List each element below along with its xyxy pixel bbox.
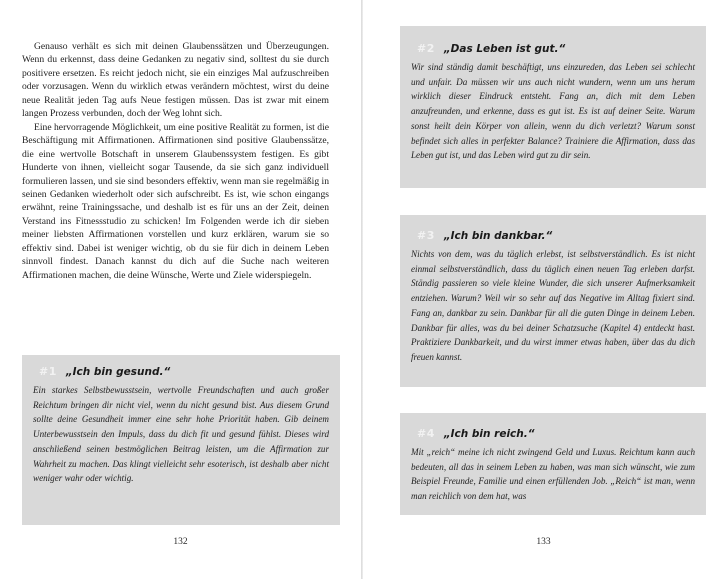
affirmation-heading xyxy=(411,423,695,445)
affirmation-number: #4 xyxy=(417,427,435,440)
affirmation-card-1 xyxy=(22,355,340,525)
affirmation-heading xyxy=(411,225,695,247)
right-page xyxy=(363,0,724,579)
affirmation-number: #2 xyxy=(417,42,435,55)
affirmation-heading xyxy=(411,38,695,60)
affirmation-text: Ein starkes Selbstbewusstsein, wertvolle Freundschaften und auch großer Reichtum bringen dir nicht viel, wenn du nicht gesund bist. Aus diesem Grund sollte deine Gesundheit immer eine sehr hohe Priorität haben. Gib deinem Unterbewusstsein den Impuls, dass du dich fit und gesund fühlst. Dieses wird anschließend seinen bestmöglichen Beitrag leisten, um die Affirmation zur Wahrheit zu machen. Das klingt vielleicht sehr esoterisch, ist deshalb aber nicht weniger wahr oder wichtig. xyxy=(33,385,329,484)
page-number: 133 xyxy=(536,537,551,547)
intro-text xyxy=(22,40,329,282)
affirmation-text: Wir sind ständig damit beschäftigt, uns einzureden, das Leben sei schlecht und unfair. Da müssen wir uns auch nicht wundern, wenn um uns herum wirklich dieser Eindruck entsteht. Fang an, dich mit dem Leben anzufreunden, und erkenne, dass es gut ist. Es ist auf deiner Seite. Warum sonst heilt dein Körper von allein, wenn du dich verletzt? Warum sonst befindet sich alles in perfekter Balance? Trainiere die Affirmation, dass das Leben gut ist, und das Leben wird gut zu dir sein. xyxy=(411,62,695,161)
affirmation-title: „Ich bin gesund.“ xyxy=(65,366,171,378)
affirmation-heading xyxy=(33,361,329,383)
affirmation-number: #3 xyxy=(417,229,435,242)
affirmation-text: Nichts von dem, was du täglich erlebst, ist selbstverständlich. Es ist nicht einmal selbstverständlich, dass du täglich einen neuen Tag erleben darfst. Ständig passieren so viele kleine Wunder, die sich unserer Aufmerksamkeit entziehen. Warum? Weil wir so sehr auf das Negative im Alltag fixiert sind. Fang an, dankbar zu sein. Dankbar für all die guten Dinge in deinem Leben. Dankbar für alles, was du bei deiner Schatzsuche (Kapitel 4) entdeckt hast. Praktiziere Dankbarkeit, und du wirst immer etwas haben, über das du dich freuen kannst. xyxy=(411,249,695,362)
page-number: 132 xyxy=(173,537,188,547)
affirmation-card-4 xyxy=(400,413,706,515)
affirmation-card-3 xyxy=(400,215,706,387)
affirmation-text: Mit „reich“ meine ich nicht zwingend Geld und Luxus. Reichtum kann auch bedeuten, all das in seinem Leben zu haben, was man sich wünscht, wie zum Beispiel Freunde, Familie und einen erfüllenden Job. „Reich“ ist man, wenn man reichlich von dem hat, was xyxy=(411,447,695,502)
paragraph: Genauso verhält es sich mit deinen Glaubenssätzen und Überzeugungen. Wenn du erkennst, dass deine Gedanken zu negativ sind, solltest du sie durch positivere ersetzen. Es reicht jedoch nicht, sie ein einziges Mal aufzuschreiben oder vorzusagen. Wenn du wirklich etwas verändern möchtest, wirst du deine neue Realität jeden Tag aufs Neue festigen müssen. Das ist zwar mit einem langen Prozess verbunden, doch der Weg lohnt sich. xyxy=(22,41,329,120)
affirmation-title: „Ich bin dankbar.“ xyxy=(443,230,553,242)
affirmation-card-2 xyxy=(400,26,706,188)
affirmation-title: „Das Leben ist gut.“ xyxy=(443,43,566,55)
affirmation-number: #1 xyxy=(39,365,57,378)
affirmation-title: „Ich bin reich.“ xyxy=(443,428,535,440)
left-page xyxy=(0,0,361,579)
paragraph: Eine hervorragende Möglichkeit, um eine positive Realität zu formen, ist die Beschäftigung mit Affirmationen. Affirmationen sind positive Glaubenssätze, die eine wertvolle Botschaft in unserem Glaubenssystem festigen. Es gibt Hunderte von ihnen, vielleicht sogar Tausende, da sie sich ganz individuell formulieren lassen, und sie sind besonders effektiv, wenn man sie regelmäßig in seinen Gedanken wiederholt oder sich aufschreibt. Es ist, wie schon eingangs erwähnt, reine Trainingssache, und deshalb ist es für uns an der Zeit, deinen Verstand ins Fitnessstudio zu schicken! Im Folgenden werde ich dir sieben meiner liebsten Affirmationen vorstellen und kurz erklären, warum sie so effektiv sind. Dabei ist weniger wichtig, ob du sie für dich in deinem Leben sinnvoll findest. Danach kannst du dich auf die Suche nach weiteren Affirmationen machen, die deine Wünsche, Werte und Ziele widerspiegeln. xyxy=(22,121,329,281)
